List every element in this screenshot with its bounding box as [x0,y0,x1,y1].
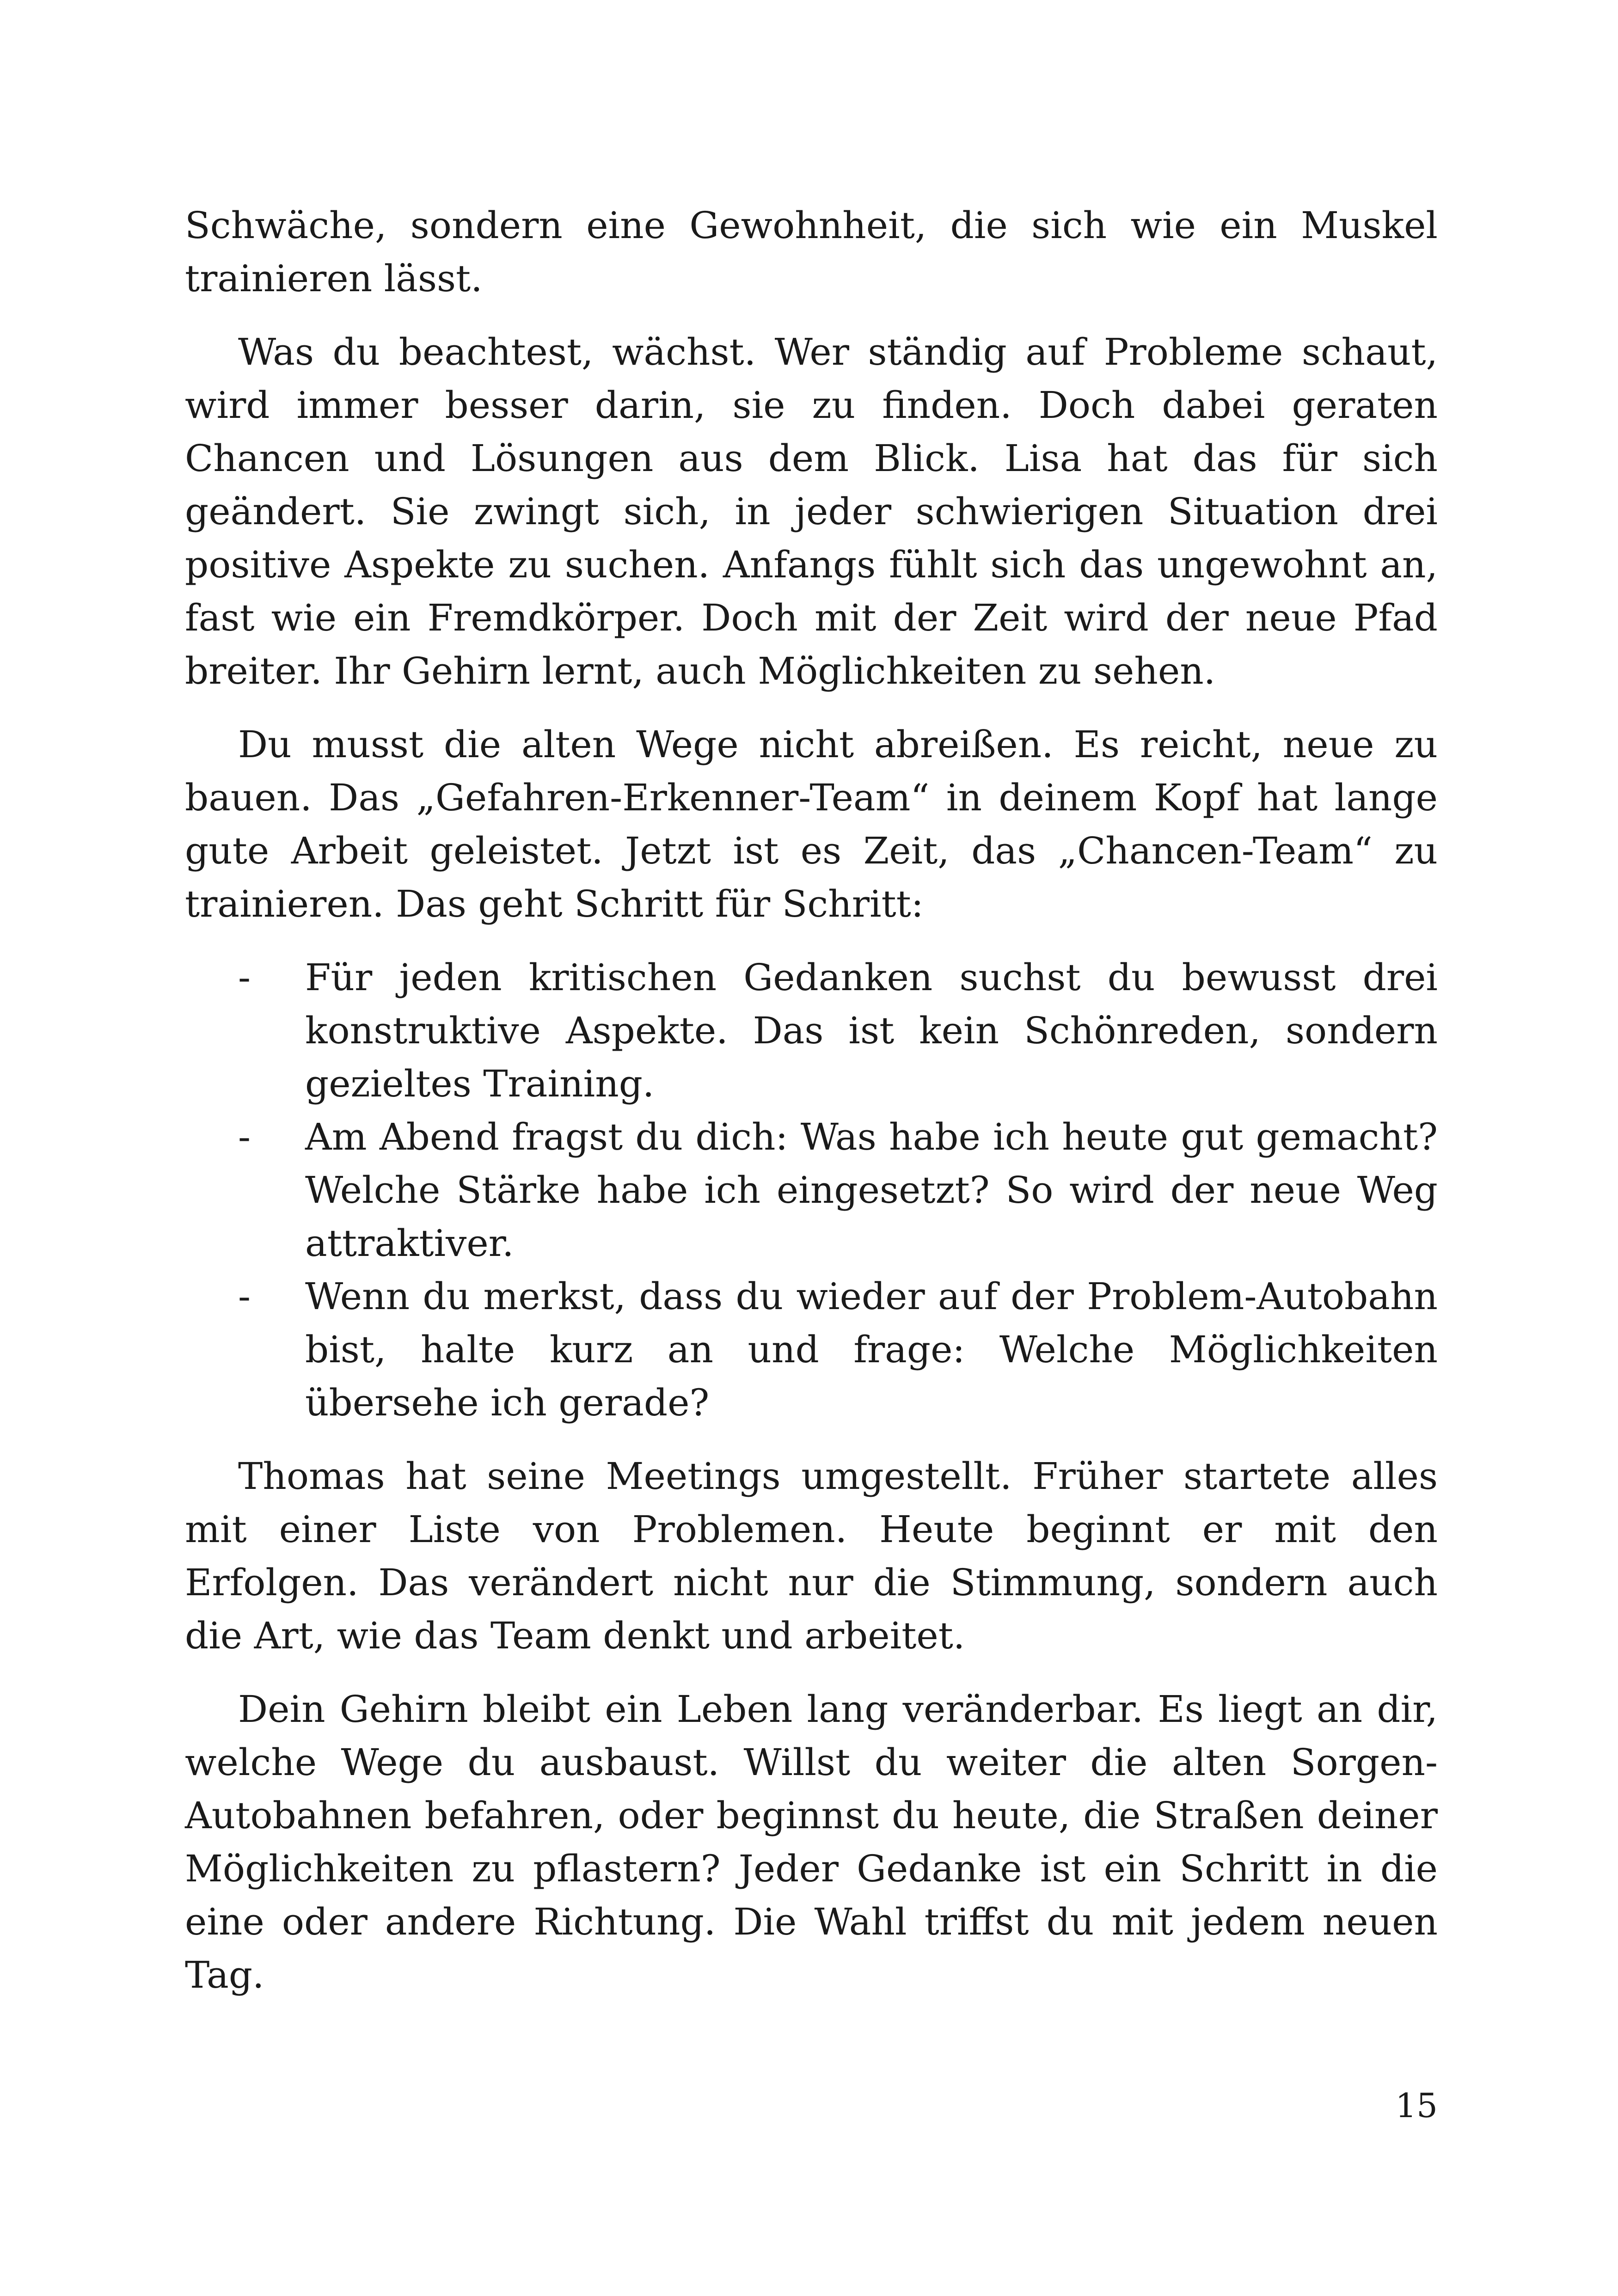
paragraph-attention: Was du beachtest, wächst. Wer ständig auf Probleme schaut, wird immer besser darin, sie zu finden. Doch dabei geraten Chancen und Lösungen aus dem Blick. Lisa hat das für sich geändert. Sie zwingt sich, in jeder schwierigen Situation drei positive Aspekte zu suchen. Anfangs fühlt sich das ungewohnt an, fast wie ein Fremdkörper. Doch mit der Zeit wird der neue Pfad breiter. Ihr Gehirn lernt, auch Möglichkeiten zu sehen. [185,331,1438,692]
bullet-marker: - [238,956,251,999]
list-item [185,1110,1438,1270]
bullet-marker: - [238,1115,251,1158]
bullet-list [185,951,1438,1429]
page-number: 15 [1395,2086,1438,2125]
list-item-text: Wenn du merkst, dass du wieder auf der Problem-Autobahn bist, halte kurz an und frage: Welche Möglichkeiten übersehe ich gerade? [305,1275,1438,1424]
list-item-text: Für jeden kritischen Gedanken suchst du bewusst drei konstruktive Aspekte. Das ist kein Schönreden, sondern gezieltes Training. [305,956,1438,1105]
bullet-marker: - [238,1275,251,1318]
paragraph-new-paths: Du musst die alten Wege nicht abreißen. Es reicht, neue zu bauen. Das „Gefahren-Erkenner-Team“ in deinem Kopf hat lange gute Arbeit geleistet. Jetzt ist es Zeit, das „Chancen-Team“ zu trainieren. Das geht Schritt für Schritt: [185,723,1438,925]
list-item [185,1270,1438,1429]
list-item-text: Am Abend fragst du dich: Was habe ich heute gut gemacht? Welche Stärke habe ich eingesetzt? So wird der neue Weg attraktiver. [305,1115,1438,1265]
list-item [185,951,1438,1110]
paragraph-continuation: Schwäche, sondern eine Gewohnheit, die sich wie ein Muskel trainieren lässt. [185,204,1438,300]
paragraph-thomas: Thomas hat seine Meetings umgestellt. Früher startete alles mit einer Liste von Problemen. Heute beginnt er mit den Erfolgen. Das verändert nicht nur die Stimmung, sondern auch die Art, wie das Team denkt und arbeitet. [185,1455,1438,1657]
paragraph-conclusion: Dein Gehirn bleibt ein Leben lang veränderbar. Es liegt an dir, welche Wege du ausbaust. Willst du weiter die alten Sorgen-Autobahnen befahren, oder beginnst du heute, die Straßen deiner Möglichkeiten zu pflastern? Jeder Gedanke ist ein Schritt in die eine oder andere Richtung. Die Wahl triffst du mit jedem neuen Tag. [185,1688,1438,1996]
body-text [185,199,1438,2022]
